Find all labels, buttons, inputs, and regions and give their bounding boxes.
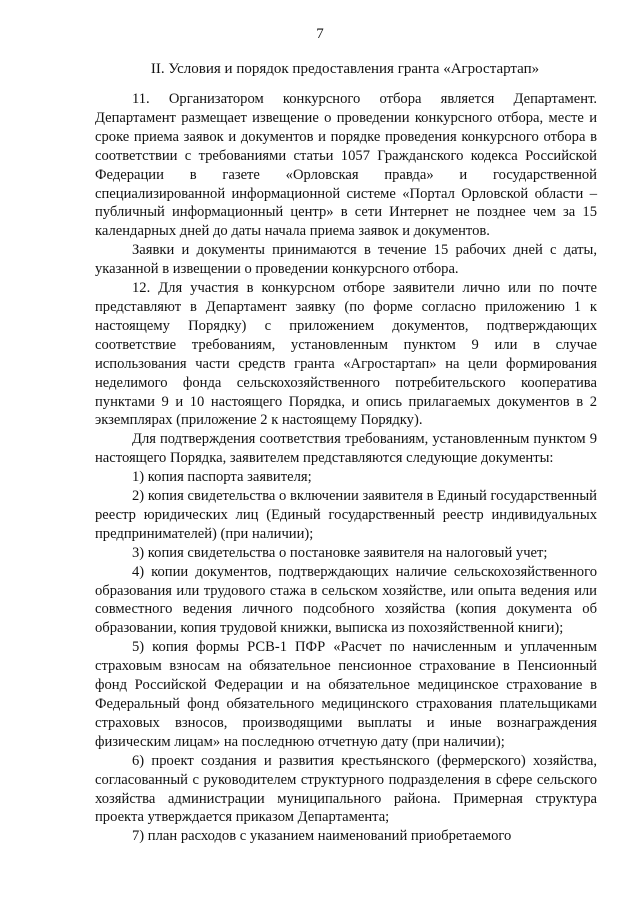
list-item-6-project: 6) проект создания и развития крестьянского (фермерского) хозяйства, согласованный с руководителем структурного подразделения в сфере сельского хозяйства администрации муниципального района. Примерная структура проекта утверждается приказом Департамента; <box>95 752 597 826</box>
paragraph-documents-intro: Для подтверждения соответствия требованиям, установленным пунктом 9 настоящего Порядка, заявителем представляются следующие документы: <box>95 431 597 467</box>
paragraph-application-period: Заявки и документы принимаются в течение 15 рабочих дней с даты, указанной в извещении о проведении конкурсного отбора. <box>95 242 597 278</box>
body-text <box>95 90 597 846</box>
paragraph-11-organizer: 11. Организатором конкурсного отбора является Департамент. Департамент размещает извещение о проведении конкурсного отбора, месте и сроке приема заявок и документов и порядке проведения конкурсного отбора в соответствии с требованиями статьи 1057 Гражданского кодекса Российской Федерации в газете «Орловская правда» и государственной специализированной информационной системе «Портал Орловской области – публичный информационный центр» в сети Интернет не позднее чем за 15 календарных дней до даты начала приема заявок и документов. <box>95 91 597 240</box>
list-item-3-tax: 3) копия свидетельства о постановке заявителя на налоговый учет; <box>132 544 548 561</box>
list-item-7-expenses: 7) план расходов с указанием наименований приобретаемого <box>132 828 512 845</box>
list-item-2-registry: 2) копия свидетельства о включении заявителя в Единый государственный реестр юридических лиц (Единый государственный реестр индивидуальных предпринимателей) (при наличии); <box>95 488 597 542</box>
list-item-4-education: 4) копии документов, подтверждающих наличие сельскохозяйственного образования или трудового стажа в сельском хозяйстве, или опыта ведения или совместного ведения личного подсобного хозяйства (копия документа об образовании, копия трудовой книжки, выписка из похозяйственной книги); <box>95 563 597 637</box>
list-item-1-passport: 1) копия паспорта заявителя; <box>132 469 312 486</box>
paragraph-12-participation: 12. Для участия в конкурсном отборе заявители лично или по почте представляют в Департамент заявку (по форме согласно приложению 1 к настоящему Порядку) с приложением документов, подтверждающих соответствие требованиям, установленным пунктом 9 или в случае использования части средств гранта «Агростартап» на цели формирования неделимого фонда сельскохозяйственного потребительского кооператива пунктами 9 и 10 настоящего Порядка, и опись прилагаемых документов в 2 экземплярах (приложение 2 к настоящему Порядку). <box>95 280 597 429</box>
list-item-5-rsv1: 5) копия формы РСВ-1 ПФР «Расчет по начисленным и уплаченным страховым взносам на обязательное пенсионное страхование в Пенсионный фонд Российской Федерации и на обязательное медицинское страхование в Федеральный фонд обязательного медицинского страхования плательщиками страховых взносов, производящими выплаты и иные вознаграждения физическим лицам» на последнюю отчетную дату (при наличии); <box>95 639 597 750</box>
page-number: 7 <box>316 26 324 42</box>
section-title: II. Условия и порядок предоставления гранта «Агростартап» <box>150 61 540 77</box>
